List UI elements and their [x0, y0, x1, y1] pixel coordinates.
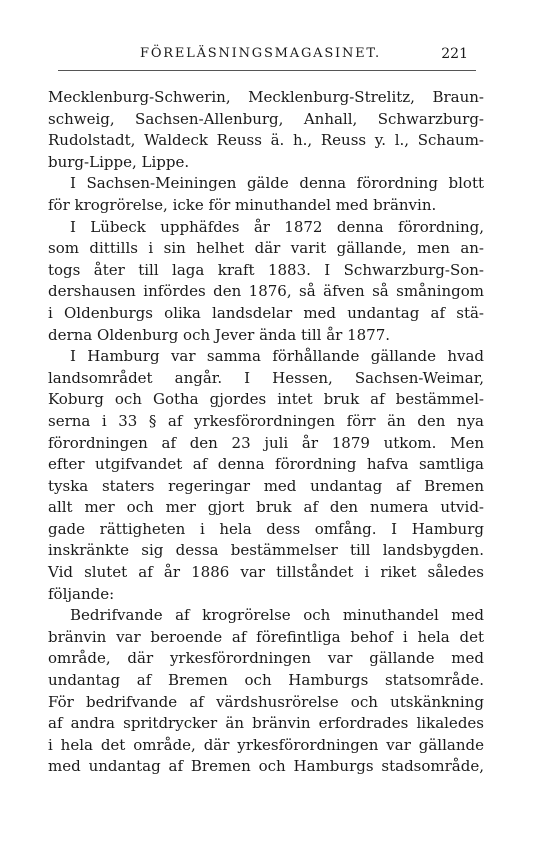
- text-line: i hela det område, där yrkesförordningen var gällande: [48, 735, 484, 754]
- body-text: [48, 87, 484, 778]
- text-line: efter utgifvandet af denna förordning hafva samtliga: [48, 455, 484, 474]
- text-line: För bedrifvande af värdshusrörelse och utskänkning: [48, 692, 484, 711]
- text-line: allt mer och mer gjort bruk af den numera utvid-: [48, 498, 484, 517]
- text-line: serna i 33 § af yrkesförordningen förr än den nya: [48, 411, 484, 430]
- text-line: med undantag af Bremen och Hamburgs stadsområde,: [48, 757, 484, 776]
- text-line: burg-Lippe, Lippe.: [48, 152, 190, 171]
- page-number: 221: [441, 46, 468, 62]
- text-line: landsområdet angår. I Hessen, Sachsen-Weimar,: [48, 368, 484, 387]
- text-line: inskränkte sig dessa bestämmelser till landsbygden.: [48, 541, 484, 560]
- text-line: Koburg och Gotha gjordes intet bruk af bestämmel-: [48, 390, 484, 409]
- text-line: I Sachsen-Meiningen gälde denna förordning blott: [70, 174, 484, 193]
- text-line: af andra spritdrycker än bränvin erfordrades likaledes: [48, 714, 484, 733]
- text-line: I Lübeck upphäfdes år 1872 denna förordning,: [70, 217, 484, 236]
- text-line: för krogrörelse, icke för minuthandel med bränvin.: [48, 195, 437, 214]
- text-line: schweig, Sachsen-Allenburg, Anhall, Schwarzburg-: [48, 109, 484, 128]
- text-line: I Hamburg var samma förhållande gällande hvad: [70, 347, 484, 366]
- text-line: som dittills i sin helhet där varit gällande, men an-: [48, 239, 484, 258]
- text-line: följande:: [48, 584, 115, 603]
- text-line: Mecklenburg-Schwerin, Mecklenburg-Strelitz, Braun-: [48, 88, 484, 106]
- text-line: förordningen af den 23 juli år 1879 utkom. Men: [48, 433, 484, 452]
- text-line: derna Oldenburg och Jever ända till år 1877.: [48, 325, 391, 344]
- text-line: Bedrifvande af krogrörelse och minuthandel med: [70, 606, 484, 625]
- text-line: bränvin var beroende af förefintliga behof i hela det: [48, 627, 484, 646]
- running-title: FÖRELÄSNINGSMAGASINET.: [140, 46, 381, 61]
- text-line: område, där yrkesförordningen var gällande med: [48, 649, 484, 668]
- text-line: gade rättigheten i hela dess omfång. I Hamburg: [48, 519, 484, 538]
- text-line: tyska staters regeringar med undantag af Bremen: [48, 476, 484, 495]
- text-line: Vid slutet af år 1886 var tillståndet i riket således: [48, 563, 484, 582]
- text-line: dershausen infördes den 1876, så äfven så småningom: [48, 282, 484, 301]
- text-line: togs åter till laga kraft 1883. I Schwarzburg-Son-: [48, 260, 484, 279]
- text-line: i Oldenburgs olika landsdelar med undantag af stä-: [48, 303, 484, 322]
- page-header: [48, 40, 484, 70]
- text-line: undantag af Bremen och Hamburgs statsområde.: [48, 671, 484, 690]
- text-line: Rudolstadt, Waldeck Reuss ä. h., Reuss y. l., Schaum-: [48, 131, 484, 150]
- header-rule: [58, 70, 476, 71]
